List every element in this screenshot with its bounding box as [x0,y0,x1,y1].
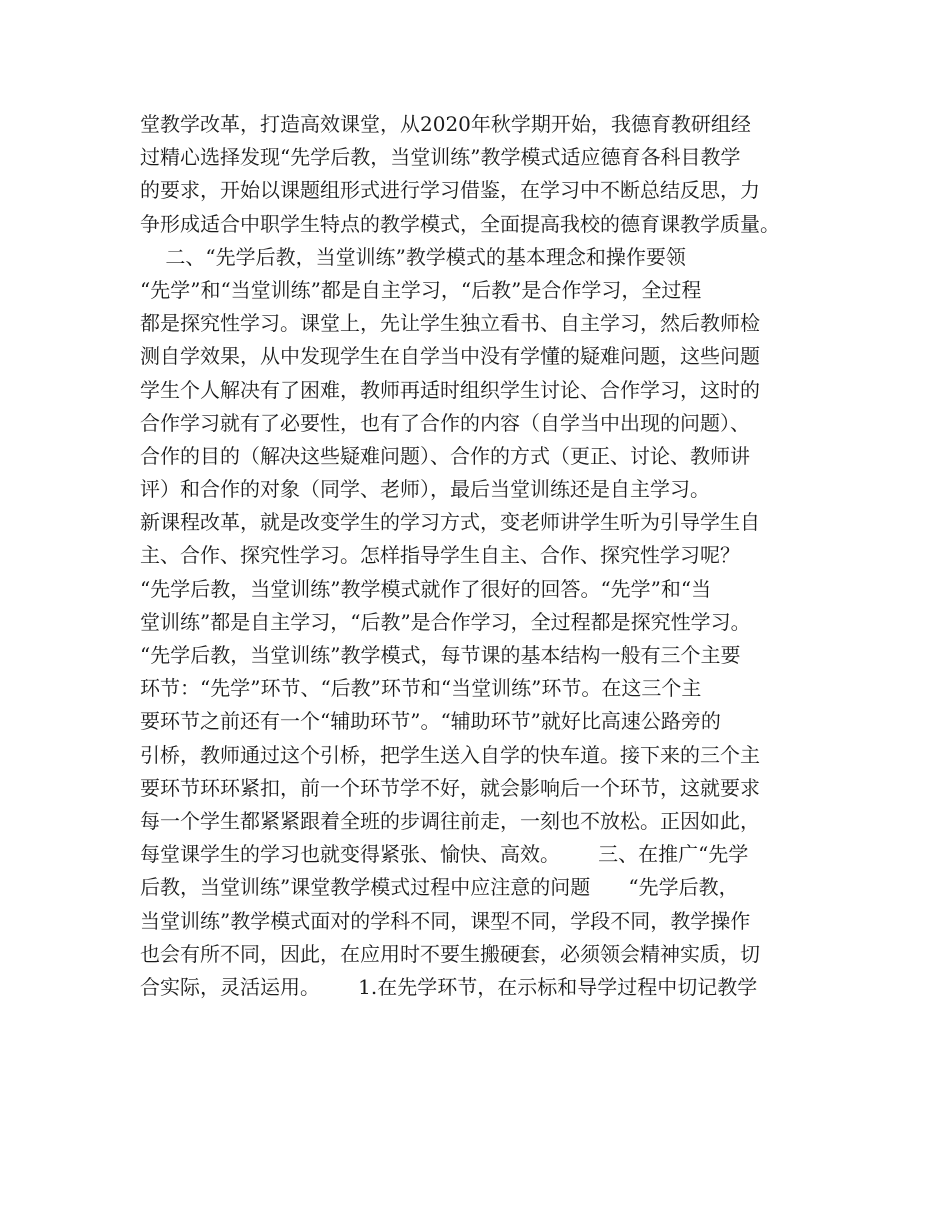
text-line: 主、合作、探究性学习。怎样指导学生自主、合作、探究性学习呢？ [140,543,740,568]
text-line: 后教，当堂训练”课堂教学模式过程中应注意的问题 “先学后教， [140,875,739,900]
section-heading-line: 二、“先学后教，当堂训练”教学模式的基本理念和操作要领 [140,244,686,269]
body-text [140,108,830,1004]
text-line: 环节：“先学”环节、“后教”环节和“当堂训练”环节。在这三个主 [140,676,702,701]
text-line: 的要求，开始以课题组形式进行学习借鉴，在学习中不断总结反思，力 [140,178,760,203]
text-line: 要环节环环紧扣，前一个环节学不好，就会影响后一个环节，这就要求 [140,775,760,800]
text-line: 堂训练”都是自主学习，“后教”是合作学习，全过程都是探究性学习。 [140,609,751,634]
text-line: 争形成适合中职学生特点的教学模式，全面提高我校的德育课教学质量。 [140,211,780,236]
text-line: 当堂训练”教学模式面对的学科不同，课型不同，学段不同，教学操作 [140,908,751,933]
text-line: 新课程改革，就是改变学生的学习方式，变老师讲学生听为引导学生自 [140,510,760,535]
text-line: 合作学习就有了必要性，也有了合作的内容（自学当中出现的问题）、 [140,410,750,435]
text-line: 要环节之前还有一个“辅助环节”。“辅助环节”就好比高速公路旁的 [140,709,721,734]
text-line: 测自学效果，从中发现学生在自学当中没有学懂的疑难问题，这些问题 [140,344,760,369]
text-line: 也会有所不同，因此，在应用时不要生搬硬套，必须领会精神实质，切 [140,941,760,966]
text-line: 合作的目的（解决这些疑难问题）、合作的方式（更正、讨论、教师讲 [140,443,750,468]
text-line: 合实际，灵活运用。 1.在先学环节，在示标和导学过程中切记教学 [140,974,758,999]
text-line: 都是探究性学习。课堂上，先让学生独立看书、自主学习，然后教师检 [140,311,760,336]
text-line: 学生个人解决有了困难，教师再适时组织学生讨论、合作学习，这时的 [140,377,760,402]
text-line: 过精心选择发现“先学后教，当堂训练”教学模式适应德育各科目教学 [140,145,741,170]
text-line: 每堂课学生的学习也就变得紧张、愉快、高效。 三、在推广“先学 [140,842,749,867]
text-line: 评）和合作的对象（同学、老师），最后当堂训练还是自主学习。 [140,477,710,502]
text-line: “先学后教，当堂训练”教学模式，每节课的基本结构一般有三个主要 [140,643,741,667]
text-line: “先学”和“当堂训练”都是自主学习，“后教”是合作学习，全过程 [140,277,702,302]
text-line: 每一个学生都紧紧跟着全班的步调往前走，一刻也不放松。正因如此， [140,808,760,833]
text-line: “先学后教，当堂训练”教学模式就作了很好的回答。“先学”和“当 [140,576,712,601]
text-line: 引桥，教师通过这个引桥，把学生送入自学的快车道。接下来的三个主 [140,742,760,767]
text-line: 堂教学改革，打造高效课堂，从2020年秋学期开始，我德育教研组经 [140,112,751,136]
